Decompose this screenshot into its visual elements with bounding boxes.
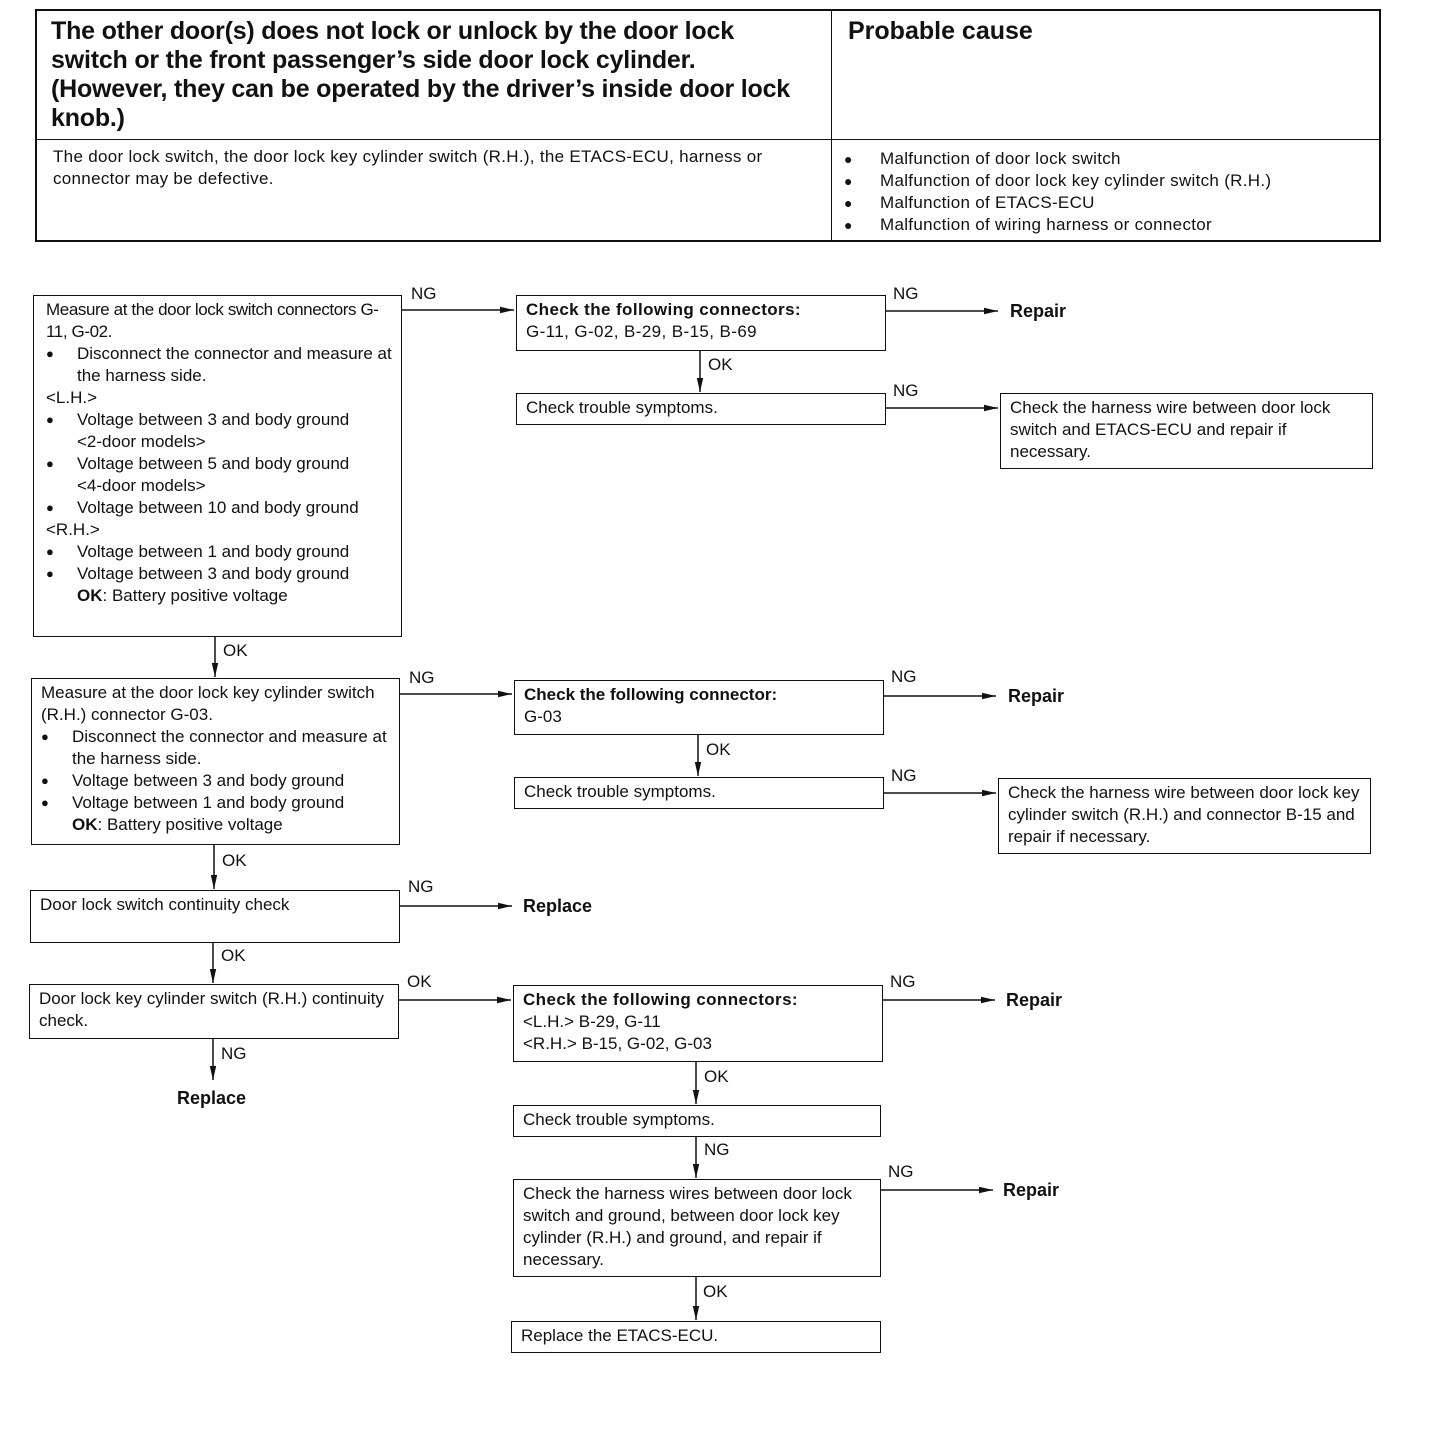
rh-item: ● Voltage between 3 and body ground: [46, 564, 350, 583]
step2-check-harness-wire: Check the harness wire between door lock key cylinder switch (R.H.) and connector B-15 and repair if necessary.: [998, 778, 1371, 854]
bullet-icon: ●: [41, 773, 49, 788]
bullet-icon: ●: [46, 544, 54, 559]
bullet-icon: ●: [844, 173, 853, 189]
bullet-icon: ●: [46, 500, 54, 515]
cause-item: ● Malfunction of wiring harness or connector: [844, 215, 1212, 234]
ok-criterion: OK: Battery positive voltage: [77, 586, 288, 605]
ok-label: OK: [704, 1067, 729, 1086]
ng-label: NG: [411, 284, 437, 303]
ng-label: NG: [704, 1140, 730, 1159]
bullet-icon: ●: [46, 456, 54, 471]
ok-label: OK: [222, 851, 247, 870]
connector-list-lh: <L.H.> B-29, G-11: [523, 1012, 661, 1031]
ng-label: NG: [890, 972, 916, 991]
check-connectors-title: Check the following connectors:: [523, 990, 798, 1009]
cause-item: ● Malfunction of ETACS-ECU: [844, 193, 1095, 212]
step2-bullet: ● Voltage between 1 and body ground: [41, 793, 345, 812]
step1-measure-door-lock-switch: [33, 295, 402, 637]
bullet-icon: ●: [46, 346, 54, 361]
ok-label: OK: [703, 1282, 728, 1301]
check-connectors-title: Check the following connectors:: [526, 300, 801, 319]
lh-item: ● Voltage between 5 and body ground: [46, 454, 350, 473]
bullet-icon: ●: [41, 729, 49, 744]
step2-bullet: ● Disconnect the connector and measure at the harness side.: [41, 727, 387, 768]
step1-bullet: ● Disconnect the connector and measure at the harness side.: [46, 344, 392, 385]
ok-label: OK: [221, 946, 246, 965]
lh-item: ● Voltage between 10 and body ground: [46, 498, 359, 517]
bullet-icon: ●: [844, 217, 853, 233]
lh-item: ● Voltage between 3 and body ground: [46, 410, 350, 429]
probable-cause-heading: Probable cause: [832, 11, 1381, 140]
bullet-icon: ●: [41, 795, 49, 810]
ok-label: OK: [706, 740, 731, 759]
step1-intro: Measure at the door lock switch connectors G-11, G-02.: [46, 300, 379, 341]
ng-label: NG: [221, 1044, 247, 1063]
step2-ng-check-connector: [514, 680, 884, 735]
ng-label: NG: [893, 284, 919, 303]
probable-cause-list: [832, 140, 1381, 242]
repair-action: Repair: [1008, 686, 1065, 706]
symptom-table: [35, 9, 1381, 242]
ng-label: NG: [409, 668, 435, 687]
ok-label: OK: [407, 972, 432, 991]
cause-item: ● Malfunction of door lock key cylinder switch (R.H.): [844, 171, 1272, 190]
step1-check-harness-wire: Check the harness wire between door lock switch and ETACS-ECU and repair if necessary.: [1000, 393, 1373, 469]
repair-action: Repair: [1003, 1180, 1060, 1200]
step2-measure-key-cylinder-switch: [31, 678, 400, 845]
lh-label: <L.H.>: [46, 388, 98, 407]
connector-list: G-11, G-02, B-29, B-15, B-69: [526, 322, 758, 341]
step1-check-trouble-symptoms: Check trouble symptoms.: [516, 393, 886, 425]
replace-action: Replace: [177, 1088, 247, 1108]
rh-item: ● Voltage between 1 and body ground: [46, 542, 350, 561]
bullet-icon: ●: [46, 566, 54, 581]
step1-ng-check-connectors: [516, 295, 886, 351]
step2-intro: Measure at the door lock key cylinder switch (R.H.) connector G-03.: [41, 683, 375, 724]
ng-label: NG: [891, 766, 917, 785]
connector-list-rh: <R.H.> B-15, G-02, G-03: [523, 1034, 712, 1053]
ng-label: NG: [891, 667, 917, 686]
bullet-icon: ●: [46, 412, 54, 427]
ok-criterion: OK: Battery positive voltage: [72, 815, 283, 834]
step2-bullet: ● Voltage between 3 and body ground: [41, 771, 345, 790]
cause-item: ● Malfunction of door lock switch: [844, 149, 1121, 168]
bullet-icon: ●: [844, 151, 853, 167]
ng-label: NG: [893, 381, 919, 400]
symptom-description: The door lock switch, the door lock key cylinder switch (R.H.), the ETACS-ECU, harness or connector may be defective.: [37, 140, 832, 242]
ng-label: NG: [408, 877, 434, 896]
step4-ok-check-connectors: [513, 985, 883, 1062]
connector-list: G-03: [524, 707, 562, 726]
lh-note: <4-door models>: [77, 476, 206, 495]
lh-note: <2-door models>: [77, 432, 206, 451]
ok-label: OK: [223, 641, 248, 660]
check-connector-title: Check the following connector:: [524, 685, 778, 704]
step4-key-cylinder-continuity: Door lock key cylinder switch (R.H.) continuity check.: [29, 984, 399, 1039]
symptom-title: The other door(s) does not lock or unlock by the door lock switch or the front passenger’s side door lock cylinder. (However, they can be operated by the driver’s inside door lock knob.): [37, 11, 832, 140]
step4-check-trouble-symptoms: Check trouble symptoms.: [513, 1105, 881, 1137]
replace-action: Replace: [523, 896, 593, 916]
step2-check-trouble-symptoms: Check trouble symptoms.: [514, 777, 884, 809]
repair-action: Repair: [1006, 990, 1063, 1010]
step4-check-harness-wires-ground: Check the harness wires between door lock switch and ground, between door lock key cylinder (R.H.) and ground, and repair if necessary.: [513, 1179, 881, 1277]
ok-label: OK: [708, 355, 733, 374]
replace-etacs-ecu: Replace the ETACS-ECU.: [511, 1321, 881, 1353]
rh-label: <R.H.>: [46, 520, 100, 539]
bullet-icon: ●: [844, 195, 853, 211]
repair-action: Repair: [1010, 301, 1067, 321]
step3-door-lock-switch-continuity: Door lock switch continuity check: [30, 890, 400, 943]
ng-label: NG: [888, 1162, 914, 1181]
